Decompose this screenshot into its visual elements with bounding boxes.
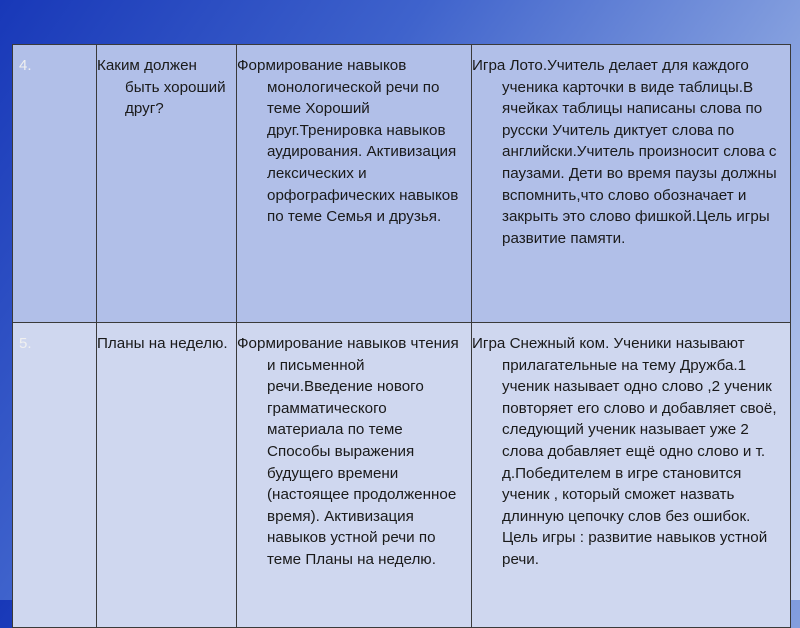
table-row	[13, 323, 791, 628]
row-number: 5.	[13, 323, 97, 628]
lesson-goal: Формирование навыков чтения и письменной речи.Введение нового грамматического материала по теме Способы выражения будущего времени (настоящее продолженное время). Активизация навыков устной речи по теме Планы на неделю.	[237, 323, 472, 628]
lesson-goal: Формирование навыков монологической речи по теме Хороший друг.Тренировка навыков аудирования. Активизация лексических и орфографических навыков по теме Семья и друзья.	[237, 45, 472, 323]
lesson-table	[12, 44, 791, 628]
lesson-activity: Игра Лото.Учитель делает для каждого ученика карточки в виде таблицы.В ячейках таблицы написаны слова по русски Учитель диктует слова по английски.Учитель произносит слова с паузами. Дети во время паузы должны вспомнить,что слово обозначает и закрыть это слово фишкой.Цель игры развитие памяти.	[472, 45, 791, 323]
row-number: 4.	[13, 45, 97, 323]
lesson-topic: Каким должен быть хороший друг?	[97, 45, 237, 323]
table-row	[13, 45, 791, 323]
lesson-topic: Планы на неделю.	[97, 323, 237, 628]
lesson-table-container	[12, 44, 790, 628]
lesson-activity: Игра Снежный ком. Ученики называют прилагательные на тему Дружба.1 ученик называет одно слово ,2 ученик повторяет его слово и добавляет своё, следующий ученик называет уже 2 слова добавляет ещё одно слово и т. д.Победителем в игре становится ученик , который сможет назвать длинную цепочку слов без ошибок. Цель игры : развитие навыков устной речи.	[472, 323, 791, 628]
